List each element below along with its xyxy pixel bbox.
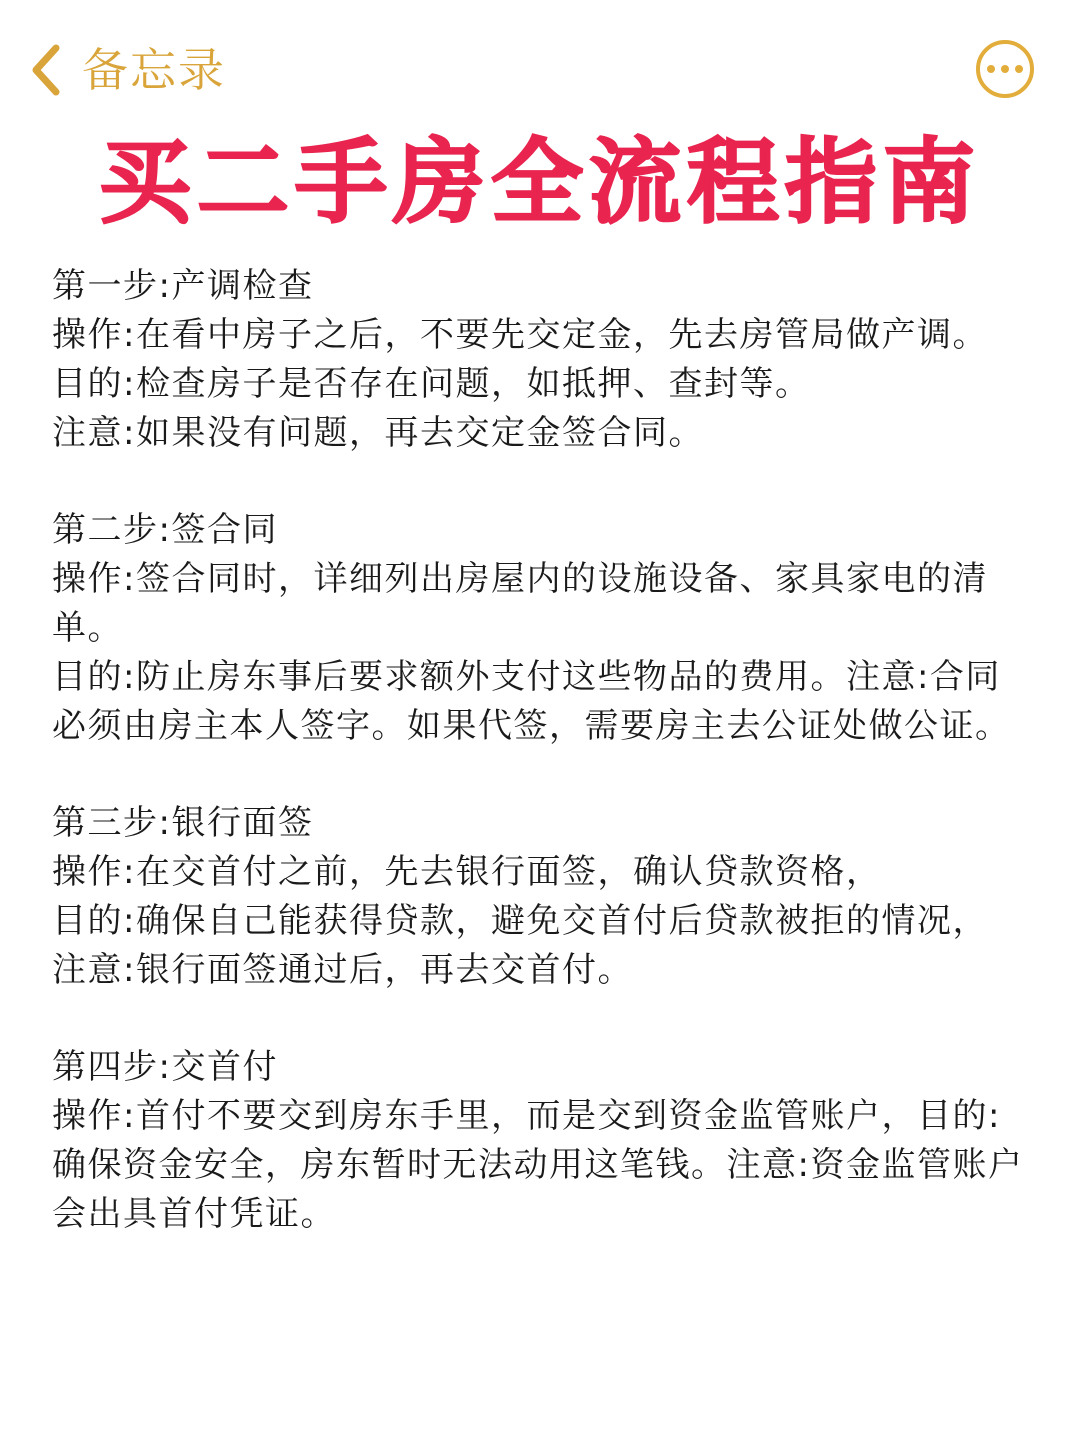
step-3 bbox=[52, 799, 1032, 995]
step-purpose: 目的:确保自己能获得贷款，避免交首付后贷款被拒的情况， bbox=[52, 901, 988, 941]
chevron-left-icon bbox=[24, 38, 68, 102]
step-operation: 操作:在看中房子之后，不要先交定金，先去房管局做产调。 bbox=[52, 315, 988, 355]
step-4 bbox=[52, 1043, 1032, 1239]
step-1 bbox=[52, 262, 1032, 458]
step-heading: 第一步:产调检查 bbox=[52, 266, 314, 306]
note-body[interactable] bbox=[52, 262, 1032, 1287]
navigation-bar bbox=[0, 0, 1080, 130]
step-heading: 第三步:银行面签 bbox=[52, 803, 314, 843]
step-purpose: 目的:检查房子是否存在问题，如抵押、查封等。 bbox=[52, 364, 811, 404]
step-heading: 第四步:交首付 bbox=[52, 1047, 278, 1087]
back-label: 备忘录 bbox=[82, 43, 226, 97]
step-note: 注意:如果没有问题，再去交定金签合同。 bbox=[52, 413, 704, 453]
step-note: 注意:银行面签通过后，再去交首付。 bbox=[52, 950, 633, 990]
more-button[interactable] bbox=[976, 40, 1034, 98]
page-title: 买二手房全流程指南 bbox=[98, 129, 981, 236]
step-2 bbox=[52, 506, 1032, 751]
more-dots-icon bbox=[987, 65, 995, 73]
step-operation: 操作:签合同时，详细列出房屋内的设施设备、家具家电的清单。 bbox=[52, 559, 988, 648]
back-button[interactable] bbox=[24, 38, 226, 102]
step-operation: 操作:在交首付之前，先去银行面签，确认贷款资格， bbox=[52, 852, 882, 892]
step-heading: 第二步:签合同 bbox=[52, 510, 278, 550]
step-operation: 操作:首付不要交到房东手里，而是交到资金监管账户，目的:确保资金安全，房东暂时无法动用这笔钱。注意:资金监管账户会出具首付凭证。 bbox=[52, 1096, 1024, 1234]
step-purpose: 目的:防止房东事后要求额外支付这些物品的费用。注意:合同必须由房主本人签字。如果代签，需要房主去公证处做公证。 bbox=[52, 657, 1011, 746]
